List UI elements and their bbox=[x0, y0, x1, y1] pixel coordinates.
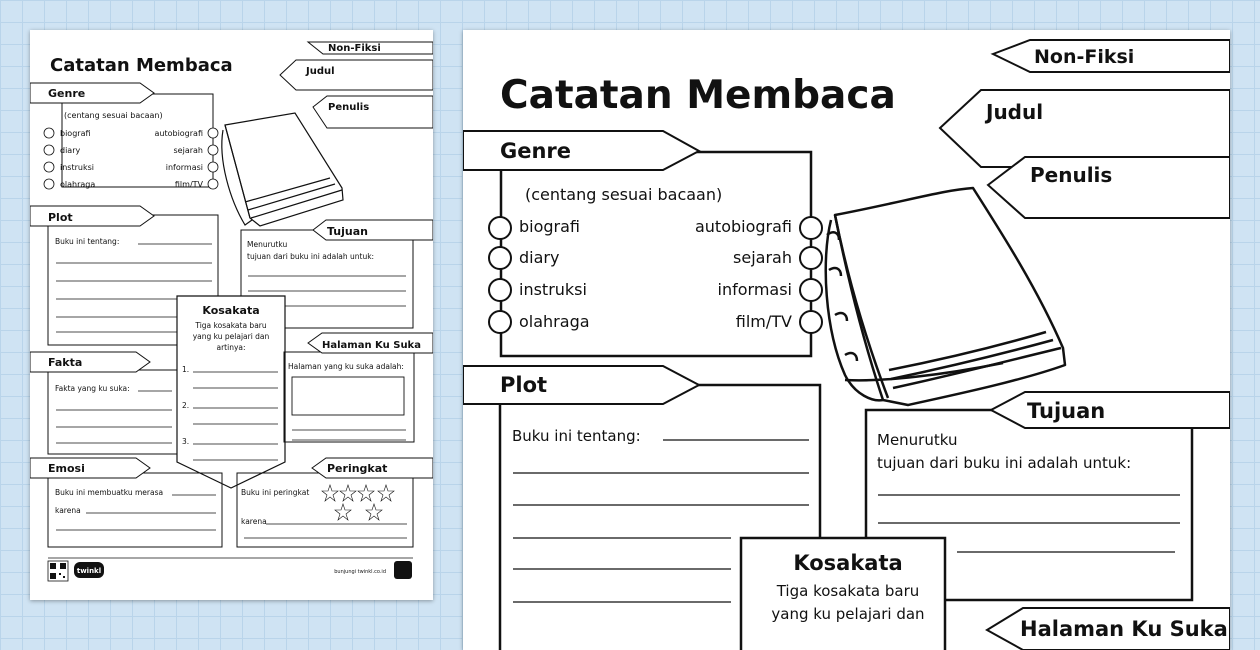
thumb-halaman-label: Halaman Ku Suka bbox=[322, 340, 421, 351]
thumb-genre-opt: instruksi bbox=[60, 163, 94, 172]
thumb-genre-label: Genre bbox=[48, 87, 86, 100]
thumbnail-drawing bbox=[30, 30, 433, 600]
thumb-penulis-label: Penulis bbox=[328, 102, 370, 113]
genre-option-label: sejarah bbox=[733, 248, 792, 267]
genre-option-label: film/TV bbox=[735, 312, 792, 331]
kosakata-desc1: Tiga kosakata baru bbox=[776, 582, 920, 600]
genre-option-label: instruksi bbox=[519, 280, 587, 299]
thumb-kosakata-n2: 2. bbox=[182, 401, 190, 410]
checkbox-biografi[interactable] bbox=[489, 217, 511, 239]
thumb-genre-opt: informasi bbox=[165, 163, 203, 172]
thumb-tujuan-label: Tujuan bbox=[327, 225, 368, 238]
thumb-tujuan-line1: Menurutku bbox=[247, 240, 288, 249]
thumb-peringkat-label: Peringkat bbox=[327, 462, 388, 475]
genre-option-label: informasi bbox=[717, 280, 792, 299]
checkbox-sejarah[interactable] bbox=[800, 247, 822, 269]
page-title: Catatan Membaca bbox=[500, 73, 896, 118]
thumb-plot-prompt: Buku ini tentang: bbox=[55, 237, 120, 246]
genre-hint: (centang sesuai bacaan) bbox=[525, 185, 723, 204]
checkbox-informasi[interactable] bbox=[800, 279, 822, 301]
thumb-genre-opt: biografi bbox=[60, 129, 91, 138]
thumb-rating-stars bbox=[322, 485, 394, 520]
zoomed-drawing bbox=[463, 30, 1230, 650]
tujuan-label: Tujuan bbox=[1027, 399, 1106, 423]
checkbox-autobiografi[interactable] bbox=[800, 217, 822, 239]
genre-option-label: autobiografi bbox=[694, 217, 792, 236]
worksheet-zoomed bbox=[463, 30, 1230, 650]
checkbox-olahraga[interactable] bbox=[489, 311, 511, 333]
thumb-title: Catatan Membaca bbox=[50, 55, 233, 76]
thumb-badge-icon bbox=[394, 561, 412, 579]
plot-label: Plot bbox=[500, 373, 548, 397]
worksheet-thumbnail bbox=[30, 30, 433, 600]
thumb-emosi-prompt: Buku ini membuatku merasa bbox=[55, 488, 164, 497]
genre-option-label: diary bbox=[519, 248, 560, 267]
thumb-genre-opt: olahraga bbox=[60, 180, 96, 189]
thumb-genre-opt: film/TV bbox=[174, 180, 203, 189]
thumb-halaman-prompt: Halaman yang ku suka adalah: bbox=[288, 362, 404, 371]
thumb-kosakata-desc2: yang ku pelajari dan bbox=[192, 332, 270, 341]
thumb-peringkat-lines bbox=[244, 524, 407, 538]
checkbox-diary[interactable] bbox=[489, 247, 511, 269]
thumb-kosakata-desc1: Tiga kosakata baru bbox=[195, 321, 267, 330]
kosakata-desc2: yang ku pelajari dan bbox=[771, 605, 925, 623]
thumb-genre-opt: autobiografi bbox=[154, 129, 203, 138]
thumb-nonfiksi-label: Non-Fiksi bbox=[328, 43, 381, 54]
thumb-fakta-prompt: Fakta yang ku suka: bbox=[55, 384, 130, 393]
thumb-plot-label: Plot bbox=[48, 211, 73, 224]
book-icon bbox=[826, 188, 1065, 405]
thumb-halaman-lines bbox=[292, 430, 406, 440]
thumb-emosi-label: Emosi bbox=[48, 462, 85, 475]
thumb-kosakata-n1: 1. bbox=[182, 365, 190, 374]
kosakata-label: Kosakata bbox=[793, 551, 903, 575]
genre-label: Genre bbox=[500, 139, 572, 163]
thumb-peringkat-karena: karena bbox=[241, 517, 267, 526]
thumb-peringkat-box bbox=[237, 473, 413, 547]
thumb-book-icon bbox=[222, 113, 343, 226]
genre-option-label: olahraga bbox=[519, 312, 590, 331]
tujuan-line2: tujuan dari buku ini adalah untuk: bbox=[877, 454, 1132, 472]
penulis-label: Penulis bbox=[1030, 163, 1113, 187]
thumb-genre-box bbox=[62, 94, 213, 187]
judul-label: Judul bbox=[986, 100, 1044, 124]
checkbox-instruksi[interactable] bbox=[489, 279, 511, 301]
thumb-tujuan-line2: tujuan dari buku ini adalah untuk: bbox=[247, 252, 375, 261]
thumb-kosakata-desc3: artinya: bbox=[216, 343, 246, 352]
nonfiksi-label: Non-Fiksi bbox=[1034, 46, 1135, 68]
thumb-fakta-lines bbox=[56, 391, 172, 443]
plot-tab bbox=[463, 366, 699, 404]
thumb-fakta-label: Fakta bbox=[48, 356, 83, 369]
thumb-kosakata-label: Kosakata bbox=[202, 304, 260, 317]
thumb-footer-url: bunjungi twinkl.co.id bbox=[334, 569, 386, 575]
genre-option-label: biografi bbox=[519, 217, 581, 236]
genre-tab bbox=[463, 131, 699, 170]
thumb-twinkl-brand: twinkl bbox=[76, 567, 102, 575]
tujuan-line1: Menurutku bbox=[877, 431, 958, 449]
thumb-judul-tab bbox=[280, 60, 433, 90]
judul-tab bbox=[940, 90, 1230, 167]
checkbox-film-tv[interactable] bbox=[800, 311, 822, 333]
thumb-fakta-box bbox=[48, 370, 178, 454]
thumb-genre-opt: sejarah bbox=[173, 146, 203, 155]
thumb-genre-opt: diary bbox=[60, 146, 81, 155]
halaman-label: Halaman Ku Suka bbox=[1020, 617, 1228, 641]
thumb-judul-label: Judul bbox=[306, 66, 335, 77]
thumb-peringkat-prompt: Buku ini peringkat bbox=[241, 488, 310, 497]
thumb-emosi-karena: karena bbox=[55, 506, 81, 515]
plot-prompt: Buku ini tentang: bbox=[512, 427, 641, 445]
thumb-kosakata-n3: 3. bbox=[182, 437, 190, 446]
thumb-halaman-frame bbox=[292, 377, 404, 415]
thumb-genre-hint: (centang sesuai bacaan) bbox=[64, 111, 163, 120]
